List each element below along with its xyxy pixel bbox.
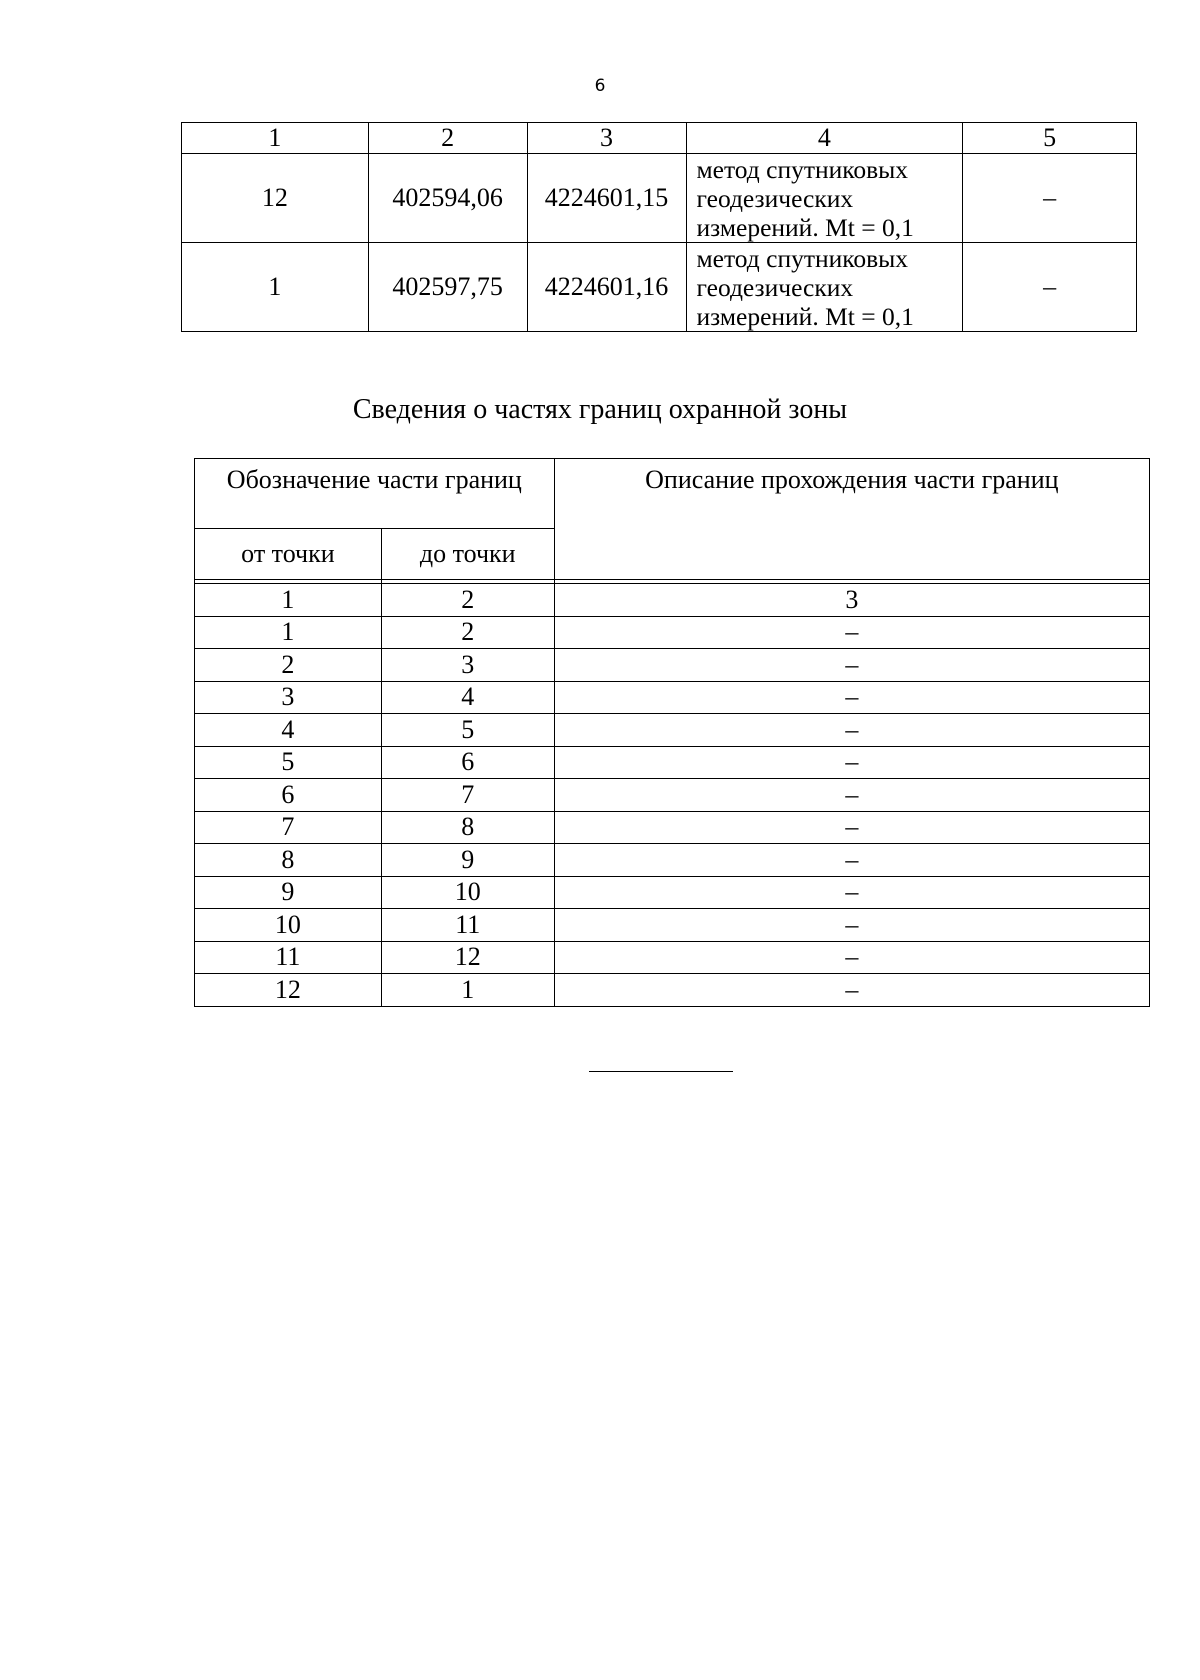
header-cell: 4 [686,123,963,154]
parts-header-row [195,459,1150,529]
note-cell: – [963,243,1137,332]
description-cell: – [554,714,1149,747]
table-row [182,154,1137,243]
method-line: измерений. Mt = 0,1 [696,301,914,331]
header-cell: 3 [527,123,686,154]
description-cell: – [554,876,1149,909]
to-point: 3 [381,649,554,682]
coordinates-header-row [182,123,1137,154]
to-point: 5 [381,714,554,747]
method-description [686,154,963,243]
description-cell: – [554,909,1149,942]
table-row [195,746,1150,779]
from-point: 7 [195,811,382,844]
to-point: 7 [381,779,554,812]
method-line: метод спутниковых [696,243,909,273]
column-number-row [195,584,1150,617]
from-point: 10 [195,909,382,942]
point-number: 12 [182,154,369,243]
to-point: 1 [381,974,554,1007]
from-point: 2 [195,649,382,682]
method-line: геодезических [696,272,854,302]
description-cell: – [554,681,1149,714]
method-line: метод спутниковых [696,154,909,184]
to-point: 8 [381,811,554,844]
from-point: 6 [195,779,382,812]
x-coordinate: 402594,06 [368,154,527,243]
table-row [195,941,1150,974]
point-number: 1 [182,243,369,332]
y-coordinate: 4224601,16 [527,243,686,332]
from-point-header: от точки [195,529,382,580]
from-point: 4 [195,714,382,747]
from-point: 1 [195,616,382,649]
description-cell: – [554,974,1149,1007]
description-cell: – [554,779,1149,812]
to-point: 2 [381,616,554,649]
table-row [195,974,1150,1007]
column-number: 3 [554,584,1149,617]
designation-header: Обозначение части границ [195,459,555,529]
table-row [195,909,1150,942]
note-cell: – [963,154,1137,243]
description-cell: – [554,649,1149,682]
from-point: 8 [195,844,382,877]
to-point: 9 [381,844,554,877]
method-line: геодезических [696,183,854,213]
to-point: 6 [381,746,554,779]
from-point: 5 [195,746,382,779]
x-coordinate: 402597,75 [368,243,527,332]
boundary-parts-table [194,458,1150,1007]
to-point-header: до точки [381,529,554,580]
column-number: 1 [195,584,382,617]
to-point: 10 [381,876,554,909]
section-title: Сведения о частях границ охранной зоны [352,394,848,425]
table-row [195,844,1150,877]
column-number: 2 [381,584,554,617]
table-row [195,681,1150,714]
end-rule-divider [589,1071,733,1072]
header-cell: 5 [963,123,1137,154]
table-row [182,243,1137,332]
table-row [195,616,1150,649]
from-point: 3 [195,681,382,714]
to-point: 11 [381,909,554,942]
header-cell: 2 [368,123,527,154]
description-cell: – [554,941,1149,974]
header-cell: 1 [182,123,369,154]
table-row [195,876,1150,909]
to-point: 12 [381,941,554,974]
method-line: измерений. Mt = 0,1 [696,212,914,242]
from-point: 11 [195,941,382,974]
method-description [686,243,963,332]
page-number: 6 [594,76,606,96]
table-row [195,811,1150,844]
y-coordinate: 4224601,15 [527,154,686,243]
from-point: 12 [195,974,382,1007]
from-point: 9 [195,876,382,909]
coordinates-table [181,122,1137,332]
table-row [195,779,1150,812]
description-cell: – [554,811,1149,844]
table-row [195,649,1150,682]
description-cell: – [554,746,1149,779]
description-header: Описание прохождения части границ [554,459,1149,580]
description-cell: – [554,844,1149,877]
description-cell: – [554,616,1149,649]
table-row [195,714,1150,747]
to-point: 4 [381,681,554,714]
